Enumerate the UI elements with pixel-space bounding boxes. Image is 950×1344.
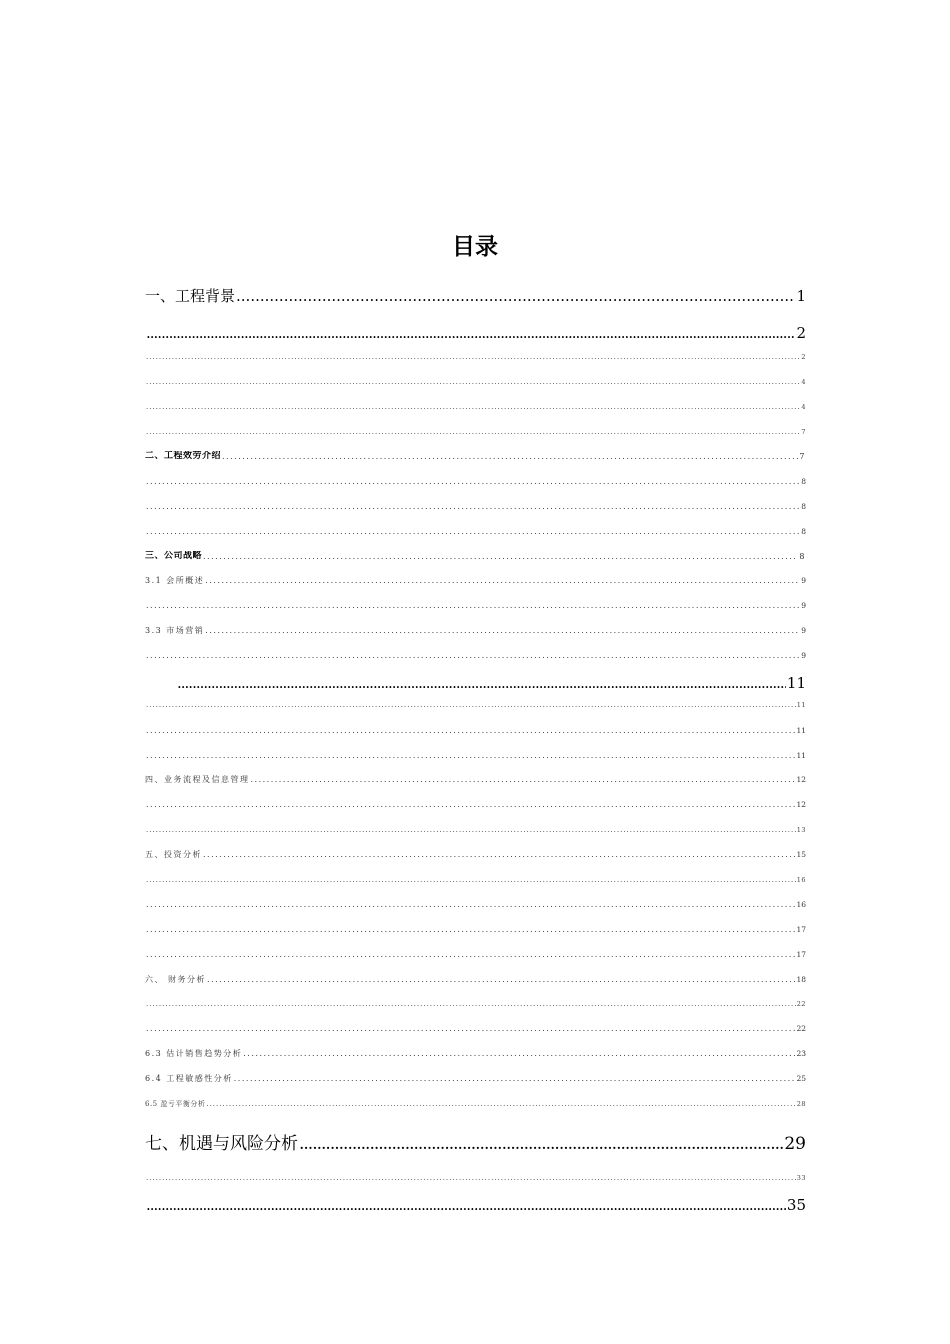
toc-entry[interactable] (145, 799, 806, 810)
toc-leader (146, 650, 800, 661)
toc-entry-page: 7 (801, 428, 806, 436)
toc-leader (146, 476, 800, 487)
toc-entry-page: 16 (796, 900, 806, 909)
toc-entry-label: 五、投资分析 (145, 850, 202, 859)
toc-entry-page: 17 (796, 950, 806, 959)
toc-entry-page: 23 (796, 1049, 806, 1058)
toc-entry[interactable] (145, 287, 806, 305)
toc-leader (203, 551, 798, 562)
toc-entry-page: 25 (796, 1074, 806, 1083)
toc-entry[interactable] (145, 352, 806, 362)
toc-entry-page: 17 (796, 925, 806, 934)
toc-entry-page: 12 (796, 775, 806, 784)
toc-entry-label: 3.3 市场营销 (145, 626, 205, 635)
toc-entry-page: 11 (796, 726, 806, 735)
toc-entry[interactable] (145, 924, 806, 935)
toc-leader (146, 825, 796, 835)
toc-entry-page: 35 (786, 1196, 806, 1214)
toc-entry-page: 11 (796, 751, 806, 760)
toc-entry[interactable] (145, 1134, 806, 1154)
toc-entry-label: 四、业务流程及信息管理 (145, 775, 250, 784)
toc-entry[interactable] (145, 551, 806, 562)
toc-entry-label: 6.4 工程敏感性分析 (145, 1074, 233, 1083)
toc-entry[interactable] (145, 725, 806, 736)
toc-entry-page: 15 (796, 850, 806, 859)
toc-leader (234, 1073, 796, 1084)
toc-entry[interactable] (145, 875, 806, 885)
toc-leader (146, 427, 800, 437)
toc-entry-page: 22 (796, 1000, 806, 1008)
toc-entry[interactable] (145, 899, 806, 910)
toc-leader (203, 849, 795, 860)
toc-leader (146, 1023, 795, 1034)
toc-entry-page: 33 (796, 1174, 806, 1182)
toc-entry[interactable] (145, 1196, 806, 1214)
toc-entry-page: 4 (801, 403, 806, 411)
toc-entry-label: 二、工程效劳介绍 (145, 451, 222, 461)
toc-entry-page: 1 (796, 287, 806, 305)
toc-entry[interactable] (145, 750, 806, 761)
toc-entry-page: 2 (801, 353, 806, 361)
toc-entry-page: 13 (796, 826, 806, 834)
toc-entry[interactable] (145, 451, 806, 462)
toc-entry[interactable] (145, 1073, 806, 1084)
toc-leader (146, 875, 796, 885)
toc-leader (146, 799, 795, 810)
toc-entry-page: 8 (799, 552, 806, 561)
toc-entry[interactable] (145, 650, 806, 661)
toc-leader (146, 725, 795, 736)
toc-entry-page: 9 (801, 651, 806, 660)
toc-entry-page: 2 (796, 324, 806, 342)
toc-leader (243, 1048, 795, 1059)
toc-leader (146, 1173, 796, 1183)
toc-leader (299, 1134, 783, 1154)
toc-leader (177, 674, 786, 692)
toc-entry[interactable] (176, 674, 806, 692)
toc-entry-label: 七、机遇与风险分析 (145, 1134, 298, 1154)
toc-entry-page: 12 (796, 800, 806, 809)
toc-leader (205, 575, 800, 586)
toc-leader (146, 600, 800, 611)
toc-leader (146, 750, 795, 761)
toc-entry[interactable] (145, 377, 806, 387)
toc-leader (146, 526, 800, 537)
toc-entry[interactable] (145, 949, 806, 960)
toc-entry-page: 7 (799, 452, 806, 461)
toc-leader (236, 287, 795, 305)
toc-entry-page: 4 (801, 378, 806, 386)
toc-entry[interactable] (145, 700, 806, 710)
toc-entry[interactable] (145, 324, 806, 342)
toc-entry-page: 9 (801, 576, 806, 585)
toc-leader (146, 924, 795, 935)
toc-entry[interactable] (145, 575, 806, 586)
toc-leader (146, 402, 800, 412)
toc-entry-page: 22 (796, 1024, 806, 1033)
toc-leader (205, 625, 800, 636)
toc-entry[interactable] (145, 849, 806, 860)
toc-entry-label: 六、 财务分析 (145, 975, 207, 984)
toc-entry-page: 9 (801, 601, 806, 610)
toc-leader (146, 352, 800, 362)
toc-entry[interactable] (145, 526, 806, 537)
toc-entry-page: 18 (796, 975, 806, 984)
toc-entry-page: 9 (801, 626, 806, 635)
toc-leader (251, 774, 796, 785)
toc-entry[interactable] (145, 825, 806, 835)
toc-entry[interactable] (145, 402, 806, 412)
toc-entry-page: 8 (801, 477, 806, 486)
toc-entry-label: 一、工程背景 (145, 287, 236, 305)
toc-entry[interactable] (145, 1099, 806, 1109)
page-title: 目录 (452, 234, 498, 260)
toc-entry-page: 29 (784, 1134, 806, 1154)
toc-entry[interactable] (145, 774, 806, 785)
toc-entry-label: 3.1 会所概述 (145, 576, 205, 585)
toc-entry[interactable] (145, 600, 806, 611)
toc-entry-page: 16 (796, 876, 806, 884)
toc-entry-label: 6.3 估计销售趋势分析 (145, 1049, 243, 1058)
toc-entry[interactable] (145, 974, 806, 985)
toc-leader (146, 899, 795, 910)
toc-leader (146, 949, 795, 960)
toc-entry-label: 6.5 盈亏平衡分析 (145, 1100, 206, 1108)
toc-entry[interactable] (145, 1173, 806, 1183)
toc-leader (146, 324, 795, 342)
toc-entry[interactable] (145, 1023, 806, 1034)
toc-entry[interactable] (145, 501, 806, 512)
toc-entry[interactable] (145, 476, 806, 487)
toc-leader (146, 700, 796, 710)
toc-entry[interactable] (145, 427, 806, 437)
toc-entry-page: 28 (796, 1100, 806, 1108)
toc-entry-label: 三、公司战略 (145, 551, 203, 561)
toc-leader (206, 1099, 795, 1109)
toc-leader (146, 999, 796, 1009)
toc-entry-page: 11 (786, 674, 806, 692)
toc-entry-page: 8 (801, 527, 806, 536)
toc-entry[interactable] (145, 625, 806, 636)
toc-entry[interactable] (145, 1048, 806, 1059)
toc-entry-page: 11 (796, 701, 806, 709)
toc-entry-page: 8 (801, 502, 806, 511)
toc-leader (207, 974, 795, 985)
toc-entry[interactable] (145, 999, 806, 1009)
toc-leader (146, 501, 800, 512)
toc-leader (146, 377, 800, 387)
toc-leader (222, 451, 798, 462)
toc-leader (146, 1196, 786, 1214)
